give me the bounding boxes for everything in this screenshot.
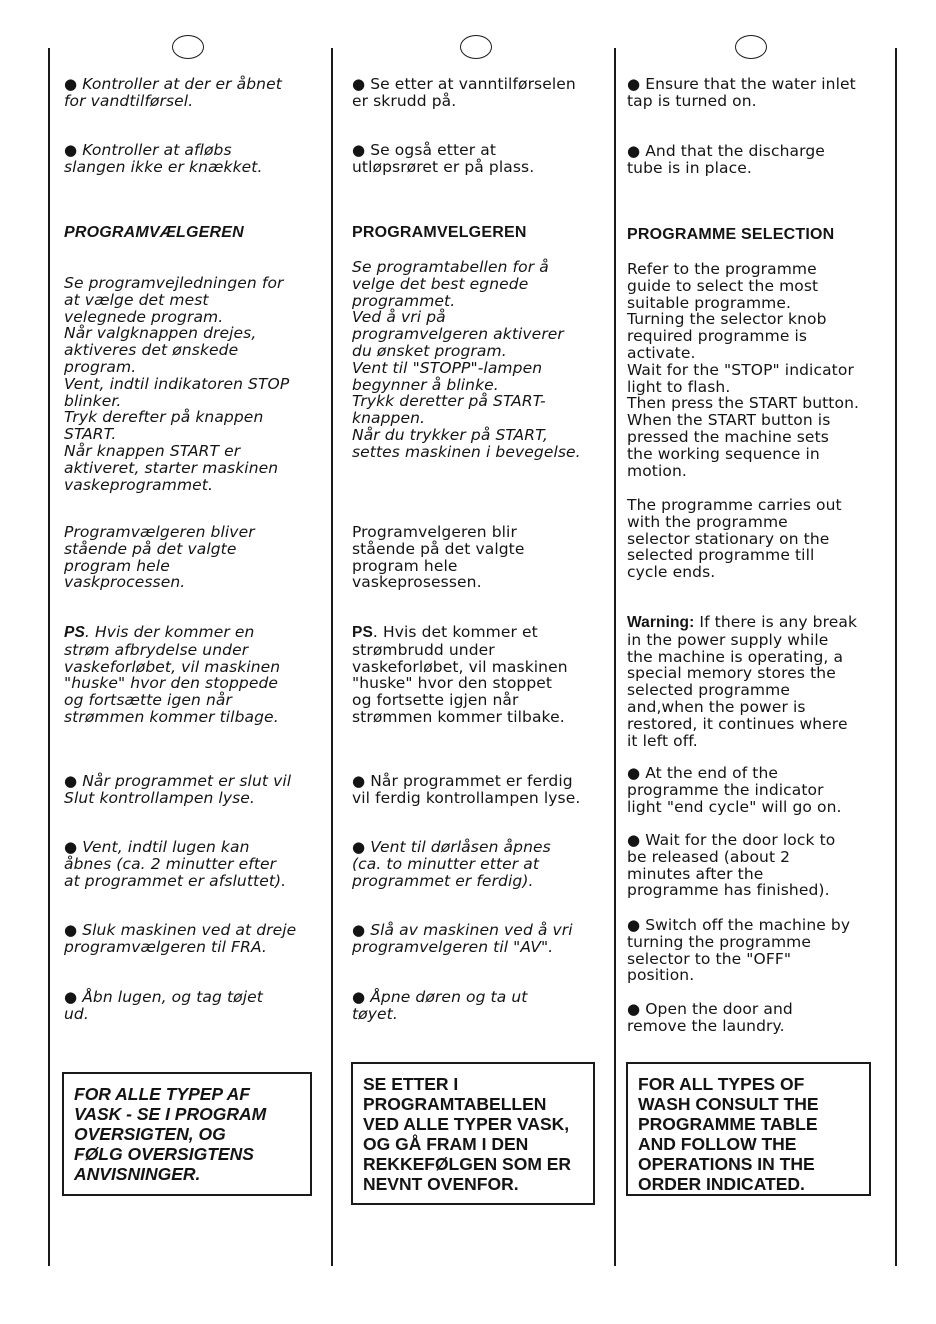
section-heading: PROGRAMME SELECTION <box>627 226 835 243</box>
bullet-item: ● Kontroller at afløbs slangen ikke er knækket. <box>64 142 263 176</box>
bullet-item: ● Slå av maskinen ved å vri programvelgeren til "AV". <box>352 922 573 956</box>
bullet-item: ● Se også etter at utløpsrøret er på plass. <box>352 142 534 176</box>
stationary-paragraph: Programvelgeren blir stående på det valgte program hele vaskeprosessen. <box>352 523 525 592</box>
warning-paragraph <box>627 614 857 749</box>
selection-paragraph: Se programtabellen for å velge det best egnede programmet. Ved å vri på programvelgeren aktiverer du ønsket program. Vent til "STOPP"-lampen begynner å blinke. Trykk deretter på START- knappen. Når du trykker på START, settes maskinen i bevegelse. <box>352 258 581 461</box>
bullet-item: ● Switch off the machine by turning the programme selector to the "OFF" position. <box>627 917 850 984</box>
bullet-item: ● Ensure that the water inlet tap is turned on. <box>627 76 856 110</box>
notice-box-danish: FOR ALLE TYPEP AF VASK - SE I PROGRAM OVERSIGTEN, OG FØLG OVERSIGTENS ANVISNINGER. <box>62 1072 312 1196</box>
bullet-item: ● Når programmet er slut vil Slut kontrollampen lyse. <box>64 773 291 807</box>
stationary-paragraph: Programvælgeren bliver stående på det valgte program hele vaskprocessen. <box>64 523 255 592</box>
bullet-item: ● Open the door and remove the laundry. <box>627 1001 793 1035</box>
section-heading: PROGRAMVELGEREN <box>352 224 527 241</box>
column-rule-right <box>895 48 897 1266</box>
bullet-item: ● Åbn lugen, og tag tøjet ud. <box>64 989 263 1023</box>
bullet-item: ● Kontroller at der er åbnet for vandtilførsel. <box>64 76 282 110</box>
bullet-item: ● Når programmet er ferdig vil ferdig kontrollampen lyse. <box>352 773 580 807</box>
notice-box-english: FOR ALL TYPES OF WASH CONSULT THE PROGRAMME TABLE AND FOLLOW THE OPERATIONS IN THE ORDER INDICATED. <box>626 1062 871 1196</box>
stationary-paragraph: The programme carries out with the programme selector stationary on the selected programme till cycle ends. <box>627 496 842 582</box>
ps-label: PS <box>64 624 85 641</box>
selection-paragraph: Se programvejledningen for at vælge det mest velegnede program. Når valgknappen drejes, aktiveres det ønskede program. Vent, indtil indikatoren STOP blinker. Tryk derefter på knappen START. Når knappen START er aktiveret, starter maskinen vaskeprogrammet. <box>64 274 290 494</box>
bullet-item: ● Wait for the door lock to be released (about 2 minutes after the programme has finished). <box>627 832 835 899</box>
column-rule-left <box>48 48 50 1266</box>
bullet-item: ● Se etter at vanntilførselen er skrudd på. <box>352 76 576 110</box>
selection-paragraph: Refer to the programme guide to select the most suitable programme. Turning the selector knob required programme is activate. Wait for the "STOP" indicator light to flash. Then press the START button. When the START button is pressed the machine sets the working sequence in motion. <box>627 260 860 480</box>
notice-box-norwegian: SE ETTER I PROGRAMTABELLEN VED ALLE TYPER VASK, OG GÅ FRAM I DEN REKKEFØLGEN SOM ER NEVNT OVENFOR. <box>351 1062 595 1205</box>
ps-paragraph <box>352 624 568 726</box>
ps-text: . Hvis det kommer et strømbrudd under vaskeforløbet, vil maskinen "huske" hvor den stoppet og fortsette igjen når strømmen kommer tilbake. <box>352 623 568 726</box>
ps-label: PS <box>352 624 373 641</box>
warning-label: Warning: <box>627 614 695 631</box>
column-rule-middle-right <box>614 48 616 1266</box>
ps-text: . Hvis der kommer en strøm afbrydelse under vaskeforløbet, vil maskinen "huske" hvor den stoppede og fortsætte igen når strømmen kommer tilbage. <box>64 623 281 726</box>
ps-paragraph <box>64 624 280 726</box>
bullet-item: ● At the end of the programme the indicator light "end cycle" will go on. <box>627 765 842 815</box>
bullet-item: ● Vent, indtil lugen kan åbnes (ca. 2 minutter efter at programmet er afsluttet). <box>64 839 286 889</box>
warning-text: If there is any break in the power supply while the machine is operating, a special memory stores the selected programme and,when the power is restored, it continues where it left off. <box>627 613 858 750</box>
bullet-item: ● Vent til dørlåsen åpnes (ca. to minutter etter at programmet er ferdig). <box>352 839 551 889</box>
bullet-item: ● Åpne døren og ta ut tøyet. <box>352 989 527 1023</box>
bullet-item: ● And that the discharge tube is in place. <box>627 143 825 177</box>
section-heading: PROGRAMVÆLGEREN <box>64 224 244 241</box>
column-rule-middle-left <box>331 48 333 1266</box>
bullet-item: ● Sluk maskinen ved at dreje programvælgeren til FRA. <box>64 922 296 956</box>
